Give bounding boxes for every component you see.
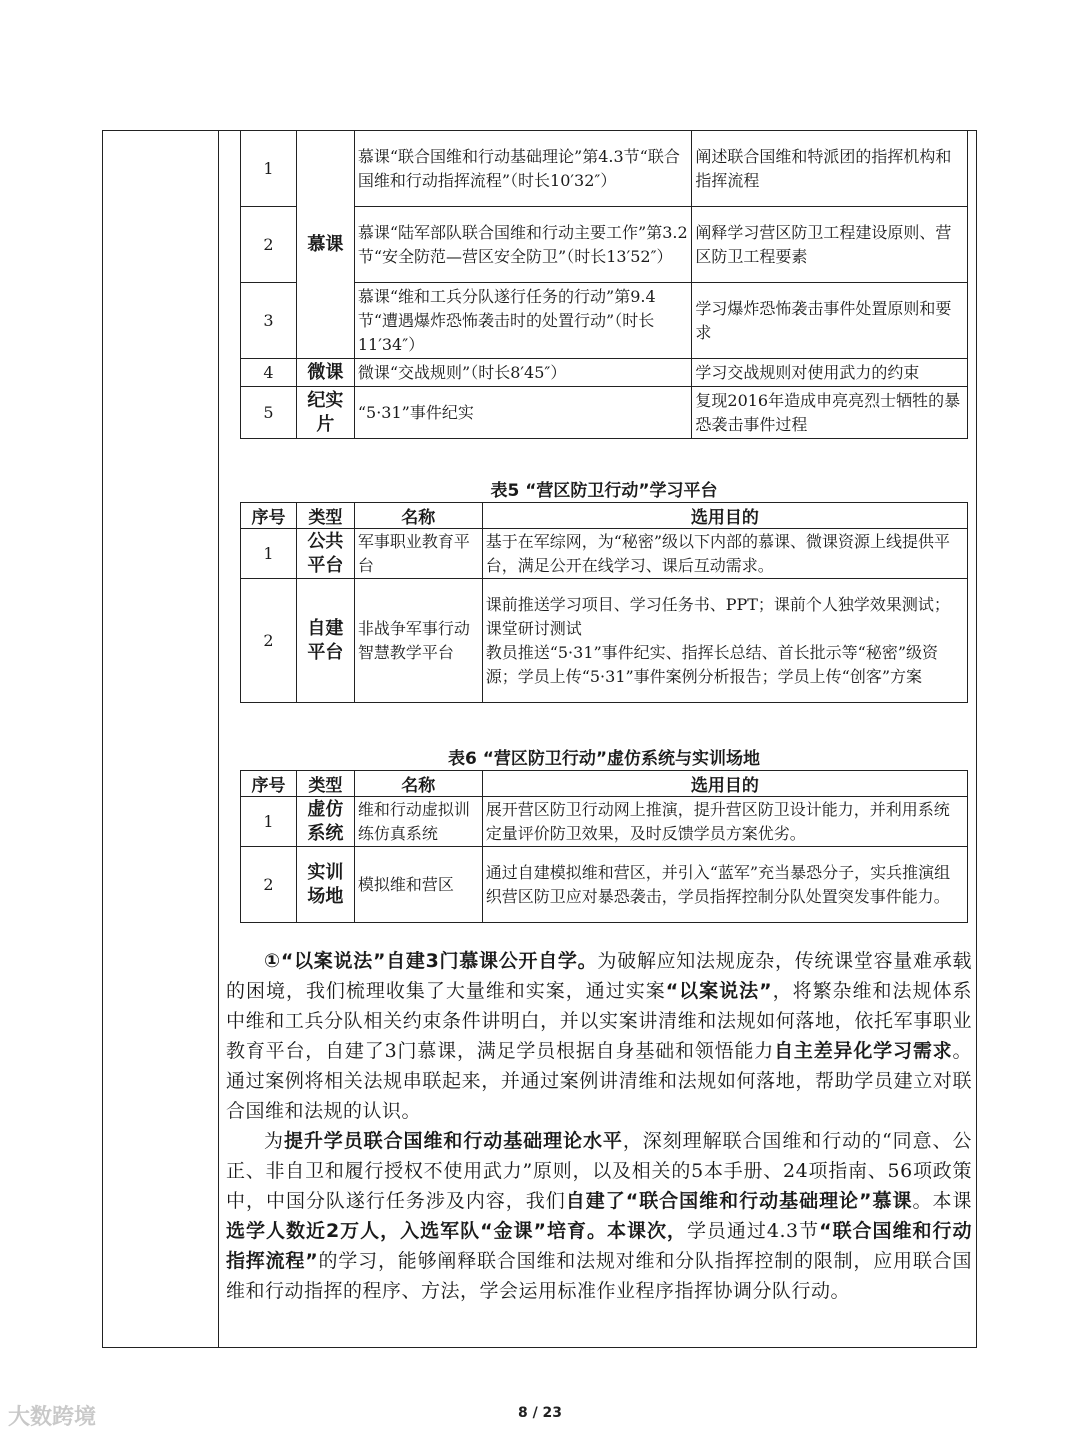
table6 [240,770,968,923]
bold-text: 提升学员联合国维和行动基础理论水平 [283,1130,623,1152]
row-type: 微课 [296,359,354,387]
header-no: 序号 [241,771,297,797]
row-purpose: 学习爆炸恐怖袭击事件处置原则和要求 [692,283,968,359]
frame-column-divider [218,130,219,1348]
table-row [241,131,968,207]
table-row [241,387,968,439]
bold-text: 选学人数近2万人，入选军队“金课”培育。本课次， [226,1220,687,1242]
row-name: “5·31”事件纪实 [354,387,692,439]
text: 。本课 [912,1190,972,1212]
table5 [240,502,968,703]
row-name: 慕课“联合国维和行动基础理论”第4.3节“联合国维和行动指挥流程”（时长10′32″） [354,131,692,207]
row-name: 慕课“维和工兵分队遂行任务的行动”第9.4节“遭遇爆炸恐怖袭击时的处置行动”（时长11′34″） [354,283,692,359]
table-row [241,797,968,847]
text: 学员通过4.3节 [686,1220,820,1242]
row-purpose: 复现2016年造成申亮亮烈士牺牲的暴恐袭击事件过程 [692,387,968,439]
table-row [241,847,968,923]
table-row [241,529,968,579]
paragraph-1 [226,946,972,1126]
bold-text: ①“以案说法”自建3门慕课公开自学。 [264,950,598,972]
body-text [226,946,972,1306]
bold-text: “以案说法” [665,980,773,1002]
row-type: 慕课 [296,131,354,359]
text: 为破解应知法规庞杂，传统课堂容量难承载的困境，我们梳理收集了大量维和实案，通过实案 [226,950,972,1002]
row-purpose: 阐述联合国维和特派团的指挥机构和指挥流程 [692,131,968,207]
table-row [241,579,968,703]
row-type: 实训场地 [296,847,354,923]
row-number: 1 [241,131,297,207]
header-name: 名称 [354,503,482,529]
row-number: 1 [241,797,297,847]
row-purpose: 学习交战规则对使用武力的约束 [692,359,968,387]
bold-text: “联合国维和行动指挥流程” [226,1220,973,1272]
row-type: 公共平台 [296,529,354,579]
header-type: 类型 [296,503,354,529]
row-type: 虚仿系统 [296,797,354,847]
table6-caption: 表6 “营区防卫行动”虚仿系统与实训场地 [447,749,761,769]
table-header-row [241,503,968,529]
row-purpose: 通过自建模拟维和营区，并引入“蓝军”充当暴恐分子，实兵推演组织营区防卫应对暴恐袭击，学员指挥控制分队处置突发事件能力。 [482,847,967,923]
row-purpose-line1: 课前推送学习项目、学习任务书、PPT；课前个人独学效果测试；课堂研讨测试 [485,594,950,638]
header-no: 序号 [241,503,297,529]
table5-caption: 表5 “营区防卫行动”学习平台 [490,481,718,501]
row-purpose-line2: 教员推送“5·31”事件纪实、指挥长总结、首长批示等“秘密”级资源；学员上传“5·31”事件案例分析报告；学员上传“创客”方案 [485,642,939,686]
row-name: 非战争军事行动智慧教学平台 [354,579,482,703]
watermark: 大数跨境 [8,1405,97,1430]
header-purpose: 选用目的 [482,771,967,797]
row-number: 2 [241,847,297,923]
row-type: 纪实片 [296,387,354,439]
bold-text: 自建了“联合国维和行动基础理论”慕课 [565,1190,913,1212]
row-number: 1 [241,529,297,579]
page-number: 8 / 23 [517,1405,563,1421]
row-purpose: 展开营区防卫行动网上推演，提升营区防卫设计能力，并利用系统定量评价防卫效果，及时反馈学员方案优劣。 [482,797,967,847]
text: 的学习，能够阐释联合国维和法规对维和分队指挥控制的限制，应用联合国维和行动指挥的程序、方法，学会运用标准作业程序指挥协调分队行动。 [226,1250,972,1302]
header-purpose: 选用目的 [482,503,967,529]
header-type: 类型 [296,771,354,797]
row-purpose: 基于在军综网，为“秘密”级以下内部的慕课、微课资源上线提供平台，满足公开在线学习、课后互动需求。 [482,529,967,579]
header-name: 名称 [354,771,482,797]
row-number: 2 [241,579,297,703]
row-number: 3 [241,283,297,359]
row-number: 5 [241,387,297,439]
paragraph-2 [226,1126,972,1306]
row-name: 维和行动虚拟训练仿真系统 [354,797,482,847]
row-number: 2 [241,207,297,283]
row-name: 模拟维和营区 [354,847,482,923]
bold-text: 自主差异化学习需求 [774,1040,953,1062]
table-header-row [241,771,968,797]
text: ，深刻理解联合国维和行动的“同意、公正、非自卫和履行授权不使用武力”原则，以及相关的5本手册、24项指南、56项政策中，中国分队遂行任务涉及内容，我们 [226,1130,972,1212]
row-name: 微课“交战规则”（时长8′45″） [354,359,692,387]
text: 。通过案例将相关法规串联起来，并通过案例讲清维和法规如何落地，帮助学员建立对联合国维和法规的认识。 [226,1040,972,1122]
row-name: 军事职业教育平台 [354,529,482,579]
row-purpose [482,579,967,703]
row-name: 慕课“陆军部队联合国维和行动主要工作”第3.2节“安全防范—营区安全防卫”（时长13′52″） [354,207,692,283]
row-number: 4 [241,359,297,387]
media-table [240,130,968,439]
text: ，将繁杂维和法规体系中维和工兵分队相关约束条件讲明白，并以实案讲清维和法规如何落地，依托军事职业教育平台，自建了3门慕课，满足学员根据自身基础和领悟能力 [226,980,972,1062]
row-type: 自建平台 [296,579,354,703]
text: 为 [264,1130,284,1152]
row-purpose: 阐释学习营区防卫工程建设原则、营区防卫工程要素 [692,207,968,283]
table-row [241,359,968,387]
